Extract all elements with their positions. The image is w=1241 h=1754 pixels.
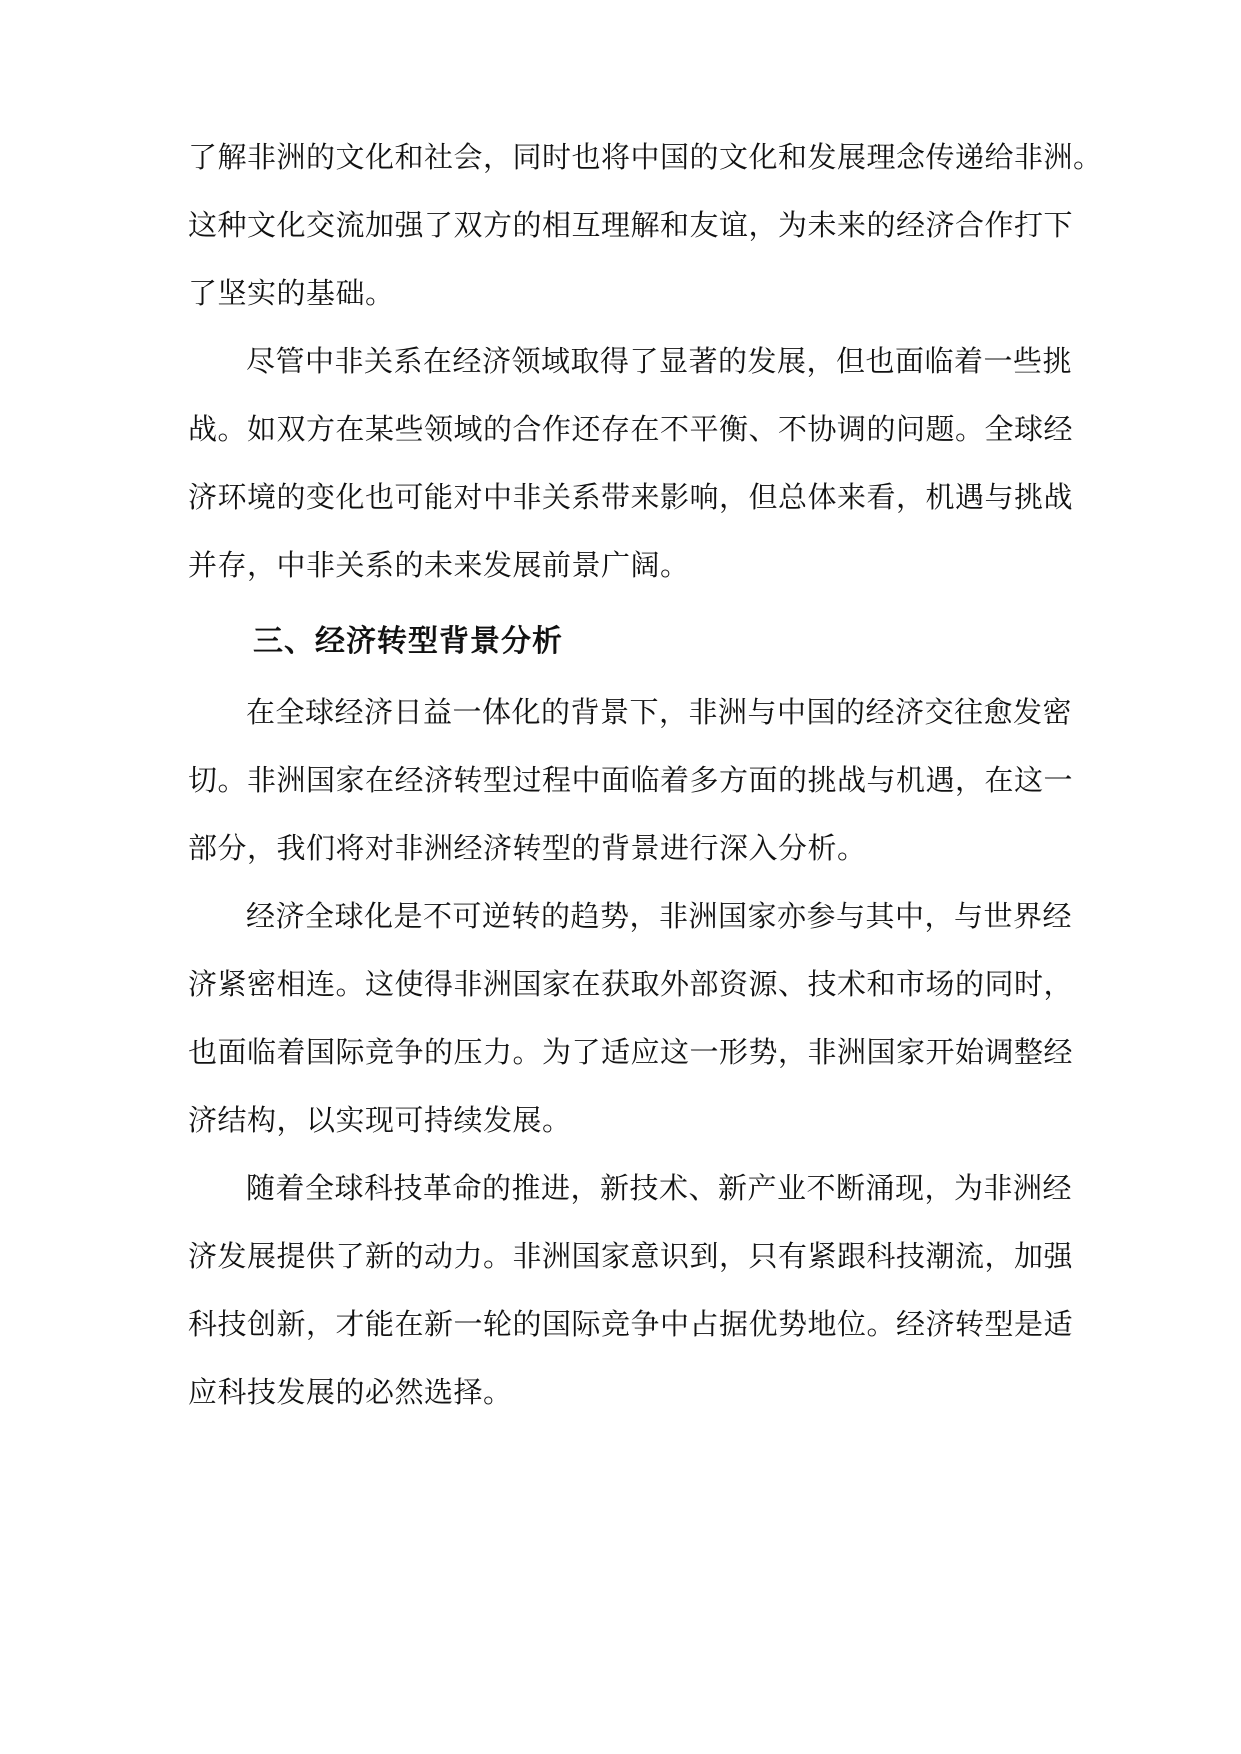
paragraph-line: 尽管中非关系在经济领域取得了显著的发展，但也面临着一些挑 [246, 344, 1073, 378]
paragraph-line: 科技创新，才能在新一轮的国际竞争中占据优势地位。经济转型是适 [188, 1307, 1074, 1341]
paragraph-line: 济结构，以实现可持续发展。 [188, 1103, 572, 1137]
paragraph-line: 战。如双方在某些领域的合作还存在不平衡、不协调的问题。全球经 [188, 412, 1074, 446]
paragraph-line: 这种文化交流加强了双方的相互理解和友谊，为未来的经济合作打下 [188, 208, 1074, 242]
paragraph-line: 济紧密相连。这使得非洲国家在获取外部资源、技术和市场的同时， [188, 967, 1074, 1001]
paragraph-line: 经济全球化是不可逆转的趋势，非洲国家亦参与其中，与世界经 [246, 899, 1073, 933]
paragraph-line: 也面临着国际竞争的压力。为了适应这一形势，非洲国家开始调整经 [188, 1035, 1074, 1069]
paragraph-line: 切。非洲国家在经济转型过程中面临着多方面的挑战与机遇，在这一 [188, 763, 1074, 797]
paragraph-line: 应科技发展的必然选择。 [188, 1375, 513, 1409]
paragraph-line: 在全球经济日益一体化的背景下，非洲与中国的经济交往愈发密 [246, 695, 1073, 729]
paragraph-line: 并存，中非关系的未来发展前景广阔。 [188, 548, 690, 582]
paragraph-line: 济环境的变化也可能对中非关系带来影响，但总体来看，机遇与挑战 [188, 480, 1074, 514]
paragraph-line: 了解非洲的文化和社会，同时也将中国的文化和发展理念传递给非洲。 [188, 140, 1103, 174]
paragraph-line: 了坚实的基础。 [188, 276, 395, 310]
section-heading: 三、经济转型背景分析 [253, 624, 563, 659]
paragraph-line: 部分，我们将对非洲经济转型的背景进行深入分析。 [188, 831, 867, 865]
paragraph-line: 随着全球科技革命的推进，新技术、新产业不断涌现，为非洲经 [246, 1171, 1073, 1205]
paragraph-line: 济发展提供了新的动力。非洲国家意识到，只有紧跟科技潮流，加强 [188, 1239, 1074, 1273]
